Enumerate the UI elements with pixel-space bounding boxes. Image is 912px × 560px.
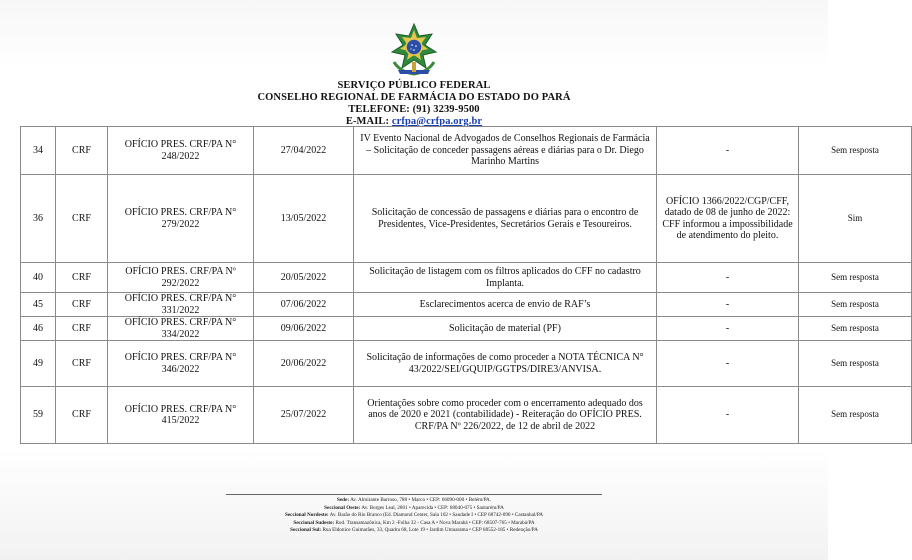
table-row (21, 293, 912, 317)
row-org: CRF (56, 387, 108, 444)
row-number: 46 (21, 317, 56, 341)
footer-sudeste: Seccional Sudeste: Rod. Transamazônica, Km 2 -Folha 32 - Casa A • Nova Marabá • CEP: 68507-765 • Marabá/PA (293, 519, 535, 526)
row-org: CRF (56, 127, 108, 175)
letterhead-council: CONSELHO REGIONAL DE FARMÁCIA DO ESTADO DO PARÁ (257, 92, 571, 103)
row-description: Solicitação de listagem com os filtros aplicados do CFF no cadastro Implanta. (354, 263, 657, 293)
row-date: 27/04/2022 (254, 127, 354, 175)
brazil-coat-of-arms-icon (386, 22, 442, 80)
row-description: Solicitação de informações de como proceder a NOTA TÉCNICA N° 43/2022/SEI/GQUIP/GGTPS/DIRE3/ANVISA. (354, 341, 657, 387)
row-response: - (657, 387, 799, 444)
correspondence-table (20, 126, 912, 444)
table-row (21, 263, 912, 293)
row-oficio: OFÍCIO PRES. CRF/PA Nº 292/2022 (108, 263, 254, 293)
email-link[interactable]: crfpa@crfpa.org.br (391, 116, 483, 127)
row-org: CRF (56, 175, 108, 263)
row-date: 25/07/2022 (254, 387, 354, 444)
row-status: Sem resposta (799, 387, 912, 444)
row-number: 34 (21, 127, 56, 175)
row-description: Solicitação de material (PF) (354, 317, 657, 341)
row-status: Sim (799, 175, 912, 263)
row-date: 20/05/2022 (254, 263, 354, 293)
row-status: Sem resposta (799, 127, 912, 175)
row-description: Solicitação de concessão de passagens e diárias para o encontro de Presidentes, Vice-Presidentes, Secretários Gerais e Tesoureiros. (354, 175, 657, 263)
table-row (21, 317, 912, 341)
row-oficio: OFÍCIO PRES. CRF/PA N° 415/2022 (108, 387, 254, 444)
row-response: - (657, 317, 799, 341)
row-response: OFÍCIO 1366/2022/CGP/CFF, datado de 08 de junho de 2022: CFF informou a impossibilidade de atendimento do pleito. (657, 175, 799, 263)
footer-sul: Seccional Sul: Rua Eldonice Guimarães, 33, Quadra 68, Lote 19 • Jardim Umuarama • CEP 68552-185 • Redenção/PA (290, 527, 538, 534)
row-status: Sem resposta (799, 293, 912, 317)
row-oficio: OFÍCIO PRES. CRF/PA N° 279/2022 (108, 175, 254, 263)
row-number: 59 (21, 387, 56, 444)
row-description: IV Evento Nacional de Advogados de Conselhos Regionais de Farmácia – Solicitação de conceder passagens aéreas e diárias para o Dr. Diego Marinho Martins (354, 127, 657, 175)
table-row (21, 175, 912, 263)
row-oficio: OFÍCIO PRES. CRF/PA N° 248/2022 (108, 127, 254, 175)
row-number: 49 (21, 341, 56, 387)
row-date: 20/06/2022 (254, 341, 354, 387)
table-row (21, 127, 912, 175)
letterhead (0, 80, 828, 128)
row-date: 13/05/2022 (254, 175, 354, 263)
table-row (21, 341, 912, 387)
footer-sede: Sede: Av. Almirante Barroso, 788 • Marco • CEP: 66090-000 • Belém/PA. (336, 497, 492, 503)
row-date: 07/06/2022 (254, 293, 354, 317)
row-oficio: OFÍCIO PRES. CRF/PA N° 334/2022 (108, 317, 254, 341)
letterhead-phone: TELEFONE: (91) 3239-9500 (348, 104, 480, 115)
row-response: - (657, 263, 799, 293)
row-number: 45 (21, 293, 56, 317)
row-number: 40 (21, 263, 56, 293)
row-status: Sem resposta (799, 341, 912, 387)
row-description: Orientações sobre como proceder com o encerramento adequado dos anos de 2020 e 2021 (contabilidade) - Reiteração do OFÍCIO PRES. CRF/PA Nº 226/2022, de 12 de abril de 2022 (354, 387, 657, 444)
row-response: - (657, 341, 799, 387)
letterhead-service: SERVIÇO PÚBLICO FEDERAL (337, 80, 491, 91)
row-number: 36 (21, 175, 56, 263)
footer-addresses (226, 494, 602, 535)
row-status: Sem resposta (799, 263, 912, 293)
row-response: - (657, 127, 799, 175)
row-oficio: OFÍCIO PRES. CRF/PA N° 331/2022 (108, 293, 254, 317)
email-label: E-MAIL: (345, 116, 392, 127)
row-org: CRF (56, 341, 108, 387)
row-org: CRF (56, 263, 108, 293)
row-org: CRF (56, 317, 108, 341)
row-description: Esclarecimentos acerca de envio de RAF’s (354, 293, 657, 317)
row-response: - (657, 293, 799, 317)
table-row (21, 387, 912, 444)
footer-oeste: Seccional Oeste: Av. Borges Leal, 2801 • Aparecida • CEP: 68040-075 • Santarém/PA (324, 504, 504, 511)
row-org: CRF (56, 293, 108, 317)
row-date: 09/06/2022 (254, 317, 354, 341)
footer-nordeste: Seccional Nordeste: Av. Barão do Rio Branco (Ed. Diamond Center, Sala 102 • Saudade I • CEP 68742-090 • Castanhal/PA (284, 512, 543, 519)
row-oficio: OFÍCIO PRES. CRF/PA N° 346/2022 (108, 341, 254, 387)
row-status: Sem resposta (799, 317, 912, 341)
